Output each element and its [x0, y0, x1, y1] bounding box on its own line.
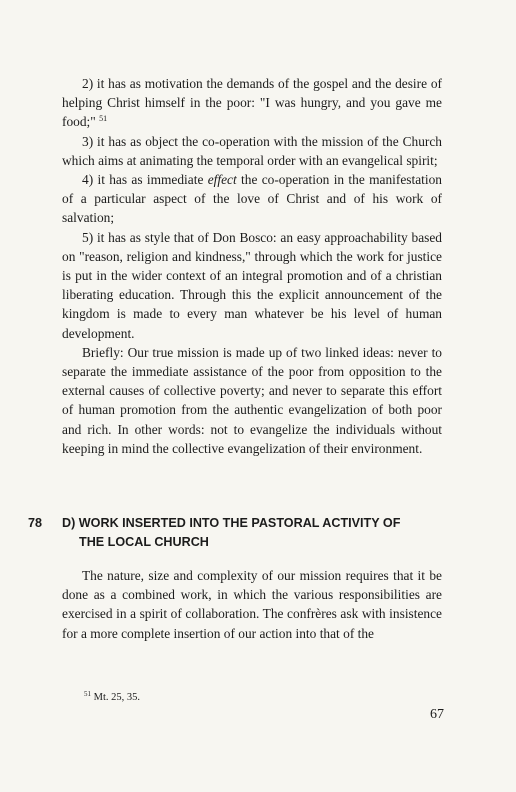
emphasis-effect: effect: [207, 172, 237, 188]
paragraph-point-5: 5) it has as style that of Don Bosco: an easy approachability based on "reason, religion and kindness," through which the work for justice is put in the wider context of an integral promotion and of a christian liberating education. Through this the explicit announcement of the kingdom is made to every man whatever be his level of human development.: [62, 229, 442, 341]
page-number: 67: [430, 707, 444, 722]
footnote-text: Mt. 25, 35.: [93, 692, 141, 703]
section-text-block: [62, 566, 442, 643]
paragraph-section-78: The nature, size and complexity of our mission requires that it be done as a combined work, in which the various responsibilities are exercised in a spirit of collaboration. The confrères ask with insistence for a more complete insertion of our action into that of the: [62, 568, 442, 641]
paragraph-text: 4) it has as immediate: [82, 172, 204, 188]
main-text-block: [62, 74, 442, 458]
footnote-reference: 51: [99, 114, 108, 124]
section-title-line-1: D) WORK INSERTED INTO THE PASTORAL ACTIVITY OF: [62, 516, 401, 530]
paragraph-point-4: [62, 170, 442, 228]
paragraph-text: 2) it has as motivation the demands of the gospel and the desire of helping Christ himself in the poor: "I was hungry, and you gave me food;": [62, 76, 442, 130]
footnote: [84, 691, 140, 705]
section-title-line-2: THE LOCAL CHURCH: [79, 535, 209, 549]
footnote-marker: 51: [84, 690, 91, 698]
paragraph-briefly: Briefly: Our true mission is made up of two linked ideas: never to separate the immediate assistance of the poor from opposition to the external causes of collective poverty; and never to separate this effort of human promotion from the authentic evangelization of both poor and rich. In other words: not to evangelize the individuals without keeping in mind the collective evangelization of their environment.: [62, 344, 442, 456]
paragraph-point-3: 3) it has as object the co-operation with the mission of the Church which aims at animating the temporal order with an evangelical spirit;: [62, 133, 442, 168]
paragraph-point-2: [62, 74, 442, 132]
paragraph-text: the co-operation in the manifestation of a particular aspect of the love of Christ and of his work of salvation;: [62, 172, 442, 226]
section-heading: [28, 514, 448, 552]
section-number: 78: [28, 516, 43, 530]
